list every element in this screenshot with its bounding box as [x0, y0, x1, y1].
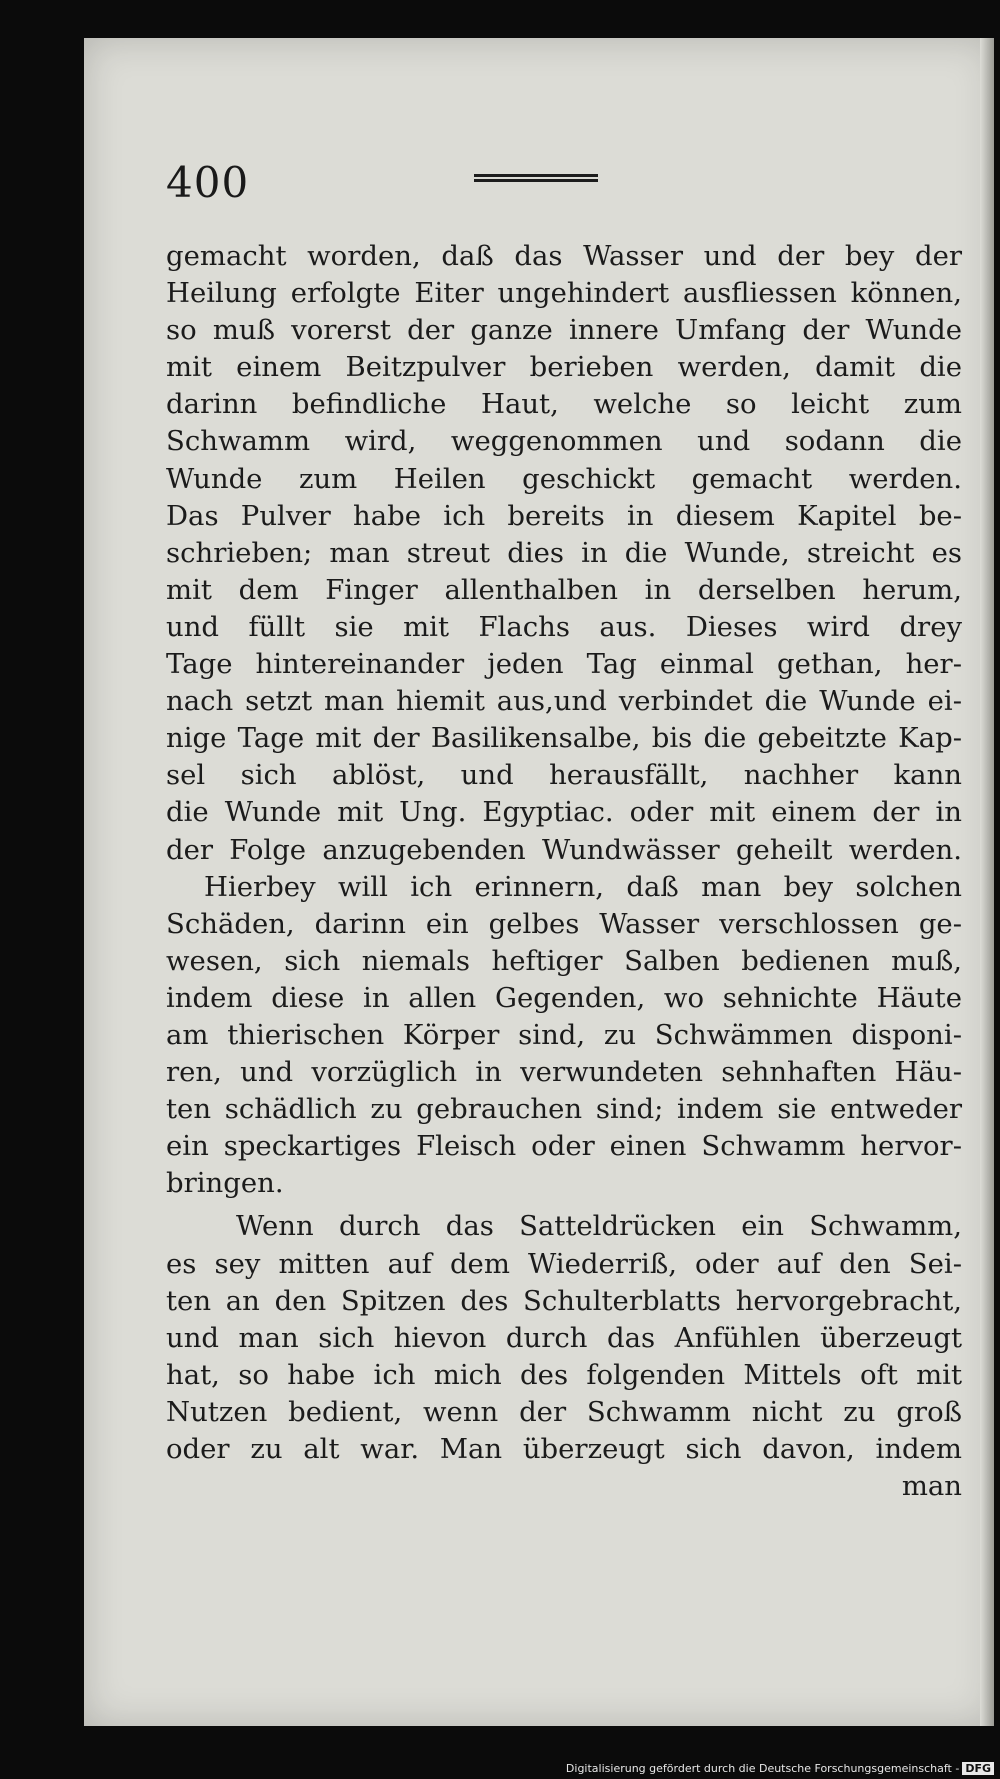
text-line: gemacht worden, daß das Wasser und der bey der — [166, 240, 962, 272]
text-line: Wenn durch das Satteldrücken ein Schwamm, — [236, 1210, 962, 1243]
text-line: darinn befindliche Haut, welche so leicht zum — [166, 388, 962, 421]
text-line: Schäden, darinn ein gelbes Wasser verschlossen ge- — [166, 907, 962, 940]
text-line: nach setzt man hiemit aus,und verbindet die Wunde ei- — [166, 685, 962, 718]
text-line: so muß vorerst der ganze innere Umfang der Wunde — [166, 314, 962, 347]
text-line: Hierbey will ich erinnern, daß man bey solchen — [204, 870, 962, 903]
text-line: indem diese in allen Gegenden, wo sehnichte Häute — [166, 981, 962, 1014]
text-line: nige Tage mit der Basilikensalbe, bis die gebeitzte Kap- — [166, 722, 962, 755]
text-line: und man sich hievon durch das Anfühlen überzeugt — [166, 1321, 962, 1354]
text-line: wesen, sich niemals heftiger Salben bedienen muß, — [166, 944, 962, 977]
body-text — [166, 238, 962, 1505]
text-line: es sey mitten auf dem Wiederriß, oder auf den Sei- — [166, 1247, 962, 1280]
text-line: bringen. — [166, 1167, 284, 1200]
text-line: ein speckartiges Fleisch oder einen Schwamm hervor- — [166, 1130, 962, 1163]
text-line: hat, so habe ich mich des folgenden Mittels oft mit — [166, 1358, 962, 1391]
text-line: mit dem Finger allenthalben in derselben herum, — [166, 573, 962, 606]
text-line: Tage hintereinander jeden Tag einmal gethan, her- — [166, 648, 962, 681]
text-line: Heilung erfolgte Eiter ungehindert ausfliessen können, — [166, 277, 962, 310]
paragraph-1 — [166, 238, 962, 869]
text-line: ten schädlich zu gebrauchen sind; indem sie entweder — [166, 1093, 962, 1126]
header-rule — [474, 174, 598, 184]
text-line: Nutzen bedient, wenn der Schwamm nicht zu groß — [166, 1395, 962, 1428]
text-line: und füllt sie mit Flachs aus. Dieses wird drey — [166, 610, 962, 643]
text-line: oder zu alt war. Man überzeugt sich davon, indem — [166, 1433, 962, 1465]
text-line: ten an den Spitzen des Schulterblatts hervorgebracht, — [166, 1284, 962, 1317]
text-line: ren, und vorzüglich in verwundeten sehnhaften Häu- — [166, 1056, 962, 1089]
dfg-logo: DFG — [962, 1762, 994, 1775]
credit-text: Digitalisierung gefördert durch die Deutsche Forschungsgemeinschaft - — [565, 1762, 960, 1775]
text-line: Schwamm wird, weggenommen und sodann die — [166, 425, 962, 458]
text-line: Das Pulver habe ich bereits in diesem Kapitel be- — [166, 499, 962, 532]
text-line: schrieben; man streut dies in die Wunde, streicht es — [166, 536, 962, 569]
page-header — [166, 158, 686, 207]
digitization-credit — [566, 1762, 994, 1775]
text-line: sel sich ablöst, und herausfällt, nachher kann — [166, 759, 962, 792]
paragraph-2 — [166, 869, 962, 1203]
text-line: am thierischen Körper sind, zu Schwämmen disponi- — [166, 1018, 962, 1051]
text-line: mit einem Beitzpulver berieben werden, damit die — [166, 351, 962, 384]
catchword: man — [901, 1470, 962, 1503]
paragraph-3 — [166, 1208, 962, 1505]
page-number: 400 — [166, 158, 250, 207]
text-line: Wunde zum Heilen geschickt gemacht werden. — [166, 462, 962, 495]
text-line: die Wunde mit Ung. Egyptiac. oder mit einem der in — [166, 796, 962, 829]
page-edge — [980, 38, 994, 1726]
text-line: der Folge anzugebenden Wundwässer geheilt werden. — [166, 833, 962, 866]
